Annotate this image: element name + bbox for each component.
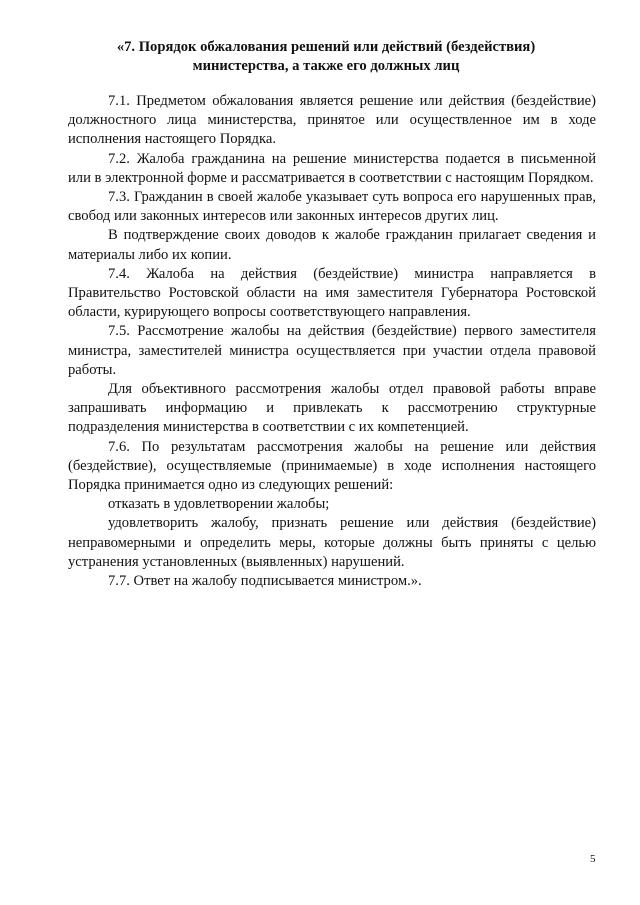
paragraph-7-5-objective-review: Для объективного рассмотрения жалобы отдел правовой работы вправе запрашивать информацию и привлекать к рассмотрению структурные подразделения министерства в соответствии с их компетенцией. xyxy=(68,381,596,436)
paragraph-7-3-supporting-materials: В подтверждение своих доводов к жалобе гражданин прилагает сведения и материалы либо их копии. xyxy=(68,227,596,263)
section-heading-line-1: «7. Порядок обжалования решений или действий (бездействия) xyxy=(116,39,536,55)
paragraph-7-3: 7.3. Гражданин в своей жалобе указывает суть вопроса его нарушенных прав, свобод или законных интересов или законных интересов других лиц. xyxy=(68,189,596,225)
document-body xyxy=(68,92,596,591)
paragraph-7-7: 7.7. Ответ на жалобу подписывается министром.». xyxy=(108,573,422,590)
page-number: 5 xyxy=(590,853,596,865)
paragraph-7-1: 7.1. Предметом обжалования является решение или действия (бездействие) должностного лица министерства, принятое или осуществленное им в ходе исполнения настоящего Порядка. xyxy=(68,93,596,148)
paragraph-7-5: 7.5. Рассмотрение жалобы на действия (бездействие) первого заместителя министра, заместителей министра осуществляется при участии отдела правовой работы. xyxy=(68,323,596,378)
paragraph-7-2: 7.2. Жалоба гражданина на решение министерства подается в письменной или в электронной форме и рассматривается в соответствии с настоящим Порядком. xyxy=(68,150,596,186)
paragraph-7-6-option-satisfy: удовлетворить жалобу, признать решение или действия (бездействие) неправомерными и определить меры, которые должны быть приняты с целью устранения установленных (выявленных) нарушений. xyxy=(68,515,596,570)
paragraph-7-6: 7.6. По результатам рассмотрения жалобы на решение или действия (бездействие), осуществляемые (принимаемые) в ходе исполнения настоящего Порядка принимается одно из следующих решений: xyxy=(68,438,596,494)
section-heading xyxy=(98,38,554,76)
paragraph-7-4: 7.4. Жалоба на действия (бездействие) министра направляется в Правительство Ростовской области на имя заместителя Губернатора Ростовской области, курирующего вопросы соответствующего направления. xyxy=(68,265,596,321)
section-heading-line-2: министерства, а также его должных лиц xyxy=(192,58,460,74)
paragraph-7-6-option-refuse: отказать в удовлетворении жалобы; xyxy=(108,496,330,513)
